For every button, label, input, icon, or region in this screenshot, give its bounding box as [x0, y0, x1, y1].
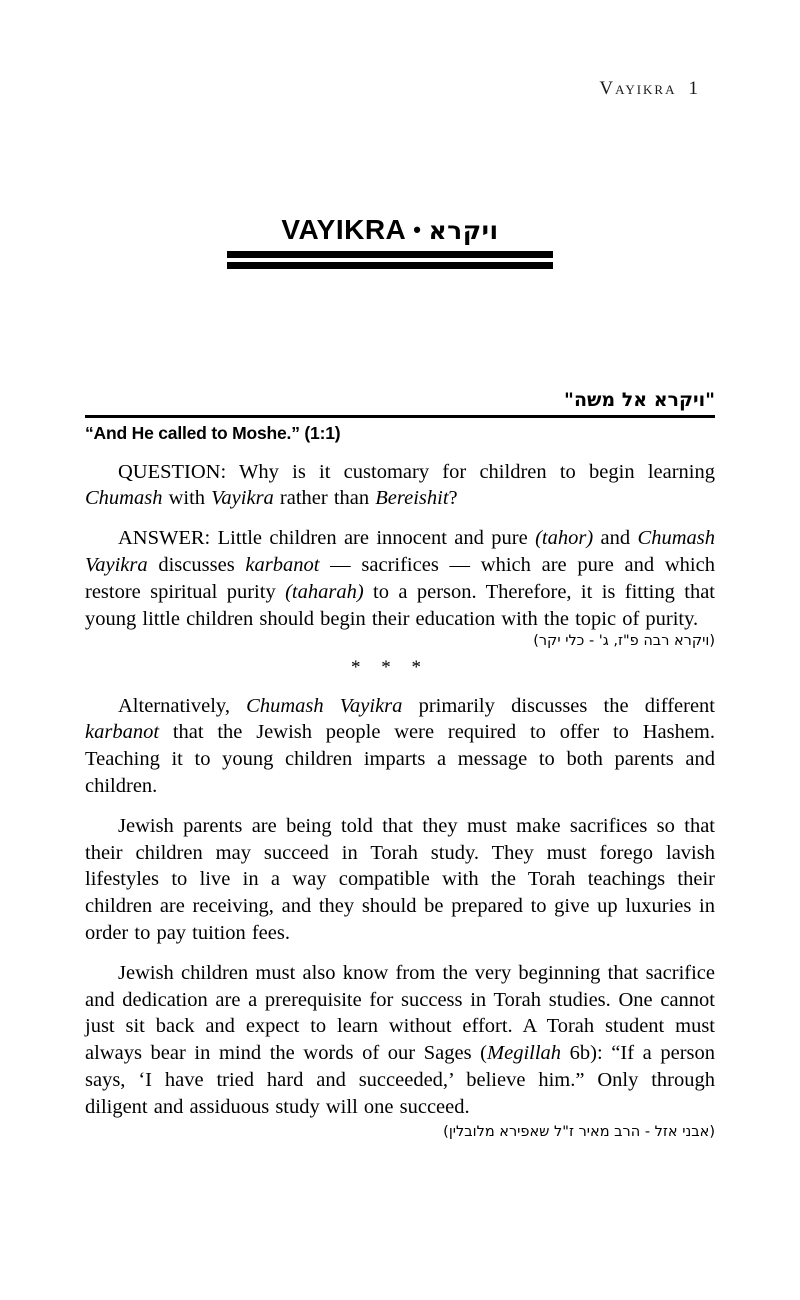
chapter-title: [75, 216, 705, 244]
rule-bar: [227, 251, 553, 258]
source-citation-midrash: (ויקרא רבה פ"ז, ג' - כלי יקר): [533, 633, 715, 650]
title-double-rule: [227, 251, 553, 269]
source-citation-avnei-azel: (אבני אזל - הרב מאיר ז"ל שאפירא מלובלין): [443, 1123, 715, 1140]
rule-bar: [227, 262, 553, 269]
chapter-title-hebrew: ויקרא: [428, 216, 499, 245]
asterisk-separator: * * *: [351, 656, 421, 678]
parsha-hebrew-heading: "ויקרא אל משה": [564, 389, 715, 411]
title-bullet: •: [413, 217, 422, 242]
paragraph-alternative: Alternatively, Chumash Vayikra primarily discusses the different karbanot that the Jewish people were required to offer to Hashem. Teaching it to young children imparts a message to both parents and children.: [85, 694, 715, 797]
heading-rule: [85, 415, 715, 418]
running-header: [85, 0, 698, 100]
paragraph-question: QUESTION: Why is it customary for children to begin learning Chumash with Vayikra rather than Bereishit?: [85, 460, 715, 510]
page-number: 1: [688, 78, 698, 99]
running-header-title: Vayikra: [599, 78, 677, 99]
chapter-title-english: VAYIKRA: [281, 214, 407, 245]
verse-heading: “And He called to Moshe.” (1:1): [85, 422, 341, 443]
paragraph-children: Jewish children must also know from the very beginning that sacrifice and dedication are a prerequisite for success in Torah studies. One cannot just sit back and expect to learn without effort. A Torah student must always bear in mind the words of our Sages (Megillah 6b): “If a person says, ‘I have tried hard and succeeded,’ believe him.” Only through diligent and assiduous study will one succeed.: [85, 961, 716, 1118]
paragraph-parents: Jewish parents are being told that they must make sacrifices so that their children may succeed in Torah study. They must forego lavish lifestyles to live in a way compatible with the Torah teachings their children are receiving, and they should be prepared to give up luxuries in order to pay tuition fees.: [85, 814, 715, 944]
paragraph-answer: ANSWER: Little children are innocent and pure (tahor) and Chumash Vayikra discusses karbanot — sacrifices — which are pure and which restore spiritual purity (taharah) to a person. Therefore, it is fitting that young little children should begin their education with the topic of purity.: [85, 527, 715, 630]
